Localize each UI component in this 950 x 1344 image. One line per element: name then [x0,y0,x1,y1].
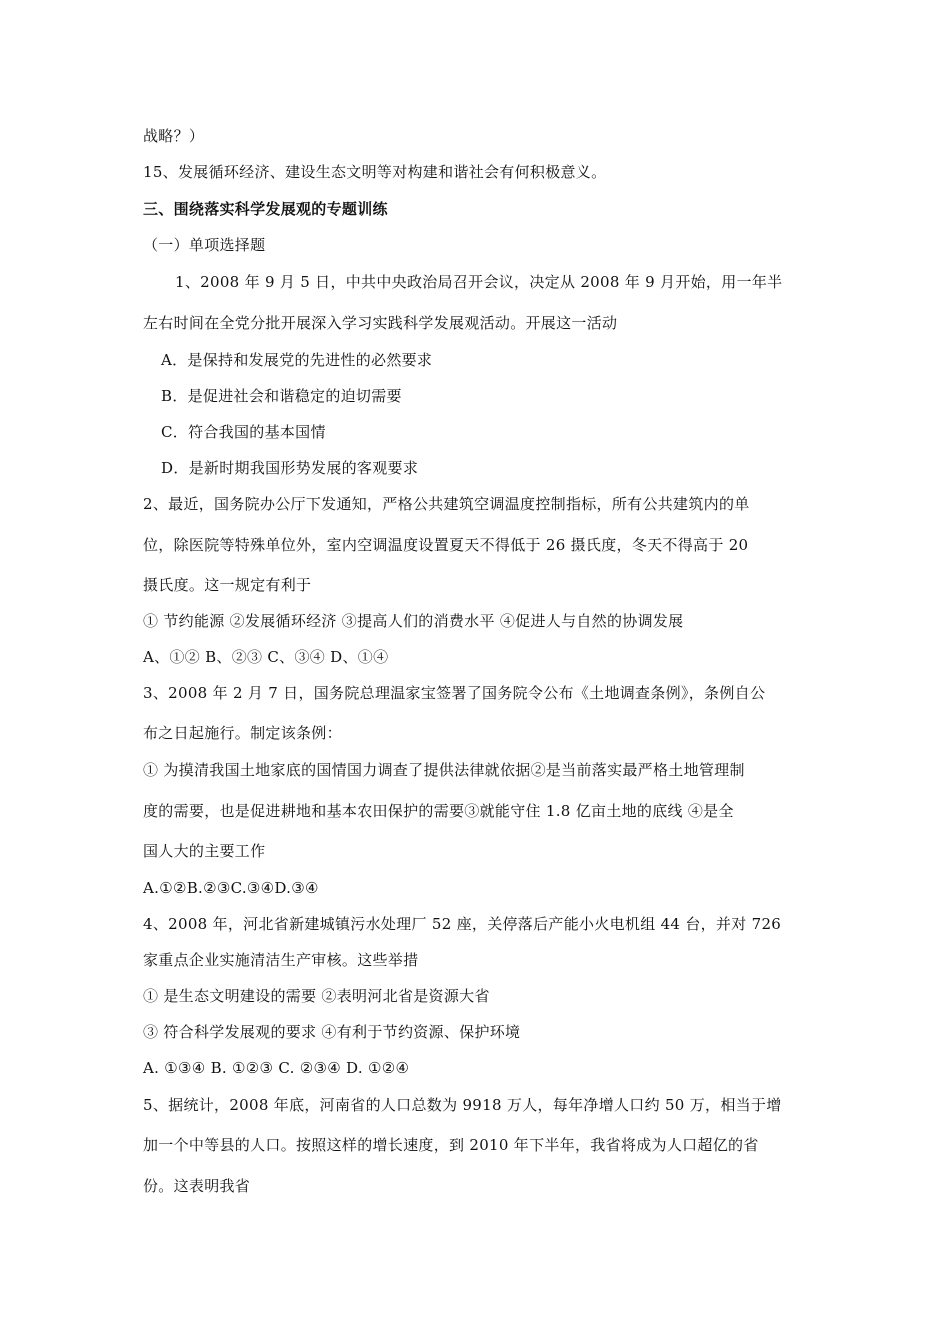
text-line: 加一个中等县的人口。按照这样的增长速度，到 2010 年下半年，我省将成为人口超亿的省 [143,1136,759,1154]
question-5: 5、据统计，2008 年底，河南省的人口总数为 9918 万人，每年净增人口约 50 万，相当于增 [143,1096,782,1114]
question-4: 4、2008 年，河北省新建城镇污水处理厂 52 座，关停落后产能小火电机组 44 台，并对 726 [143,915,782,933]
text-line: 战略？） [143,127,205,145]
text-line: 摄氏度。这一规定有利于 [143,576,312,594]
option-c: C．符合我国的基本国情 [161,423,326,441]
question-15: 15、发展循环经济、建设生态文明等对构建和谐社会有何积极意义。 [143,163,607,181]
text-line: 国人大的主要工作 [143,842,266,860]
statement-list: ① 是生态文明建设的需要 ②表明河北省是资源大省 [143,987,490,1005]
subsection-heading: （一）单项选择题 [143,236,266,254]
text-line: 度的需要，也是促进耕地和基本农田保护的需要③就能守住 1.8 亿亩土地的底线 ④是全 [143,802,734,820]
option-d: D．是新时期我国形势发展的客观要求 [161,459,419,477]
answer-options: A、①② B、②③ C、③④ D、①④ [143,648,389,666]
answer-options: A.①②B.②③C.③④D.③④ [143,879,319,897]
text-line: 份。这表明我省 [143,1177,251,1195]
option-a: A．是保持和发展党的先进性的必然要求 [161,351,433,369]
question-1: 1、2008 年 9 月 5 日，中共中央政治局召开会议，决定从 2008 年 9 月开始，用一年半 [175,273,783,291]
option-b: B．是促进社会和谐稳定的迫切需要 [161,387,402,405]
statement-list: ① 为摸清我国土地家底的国情国力调查了提供法律就依据②是当前落实最严格土地管理制 [143,761,745,779]
statement-list: ① 节约能源 ②发展循环经济 ③提高人们的消费水平 ④促进人与自然的协调发展 [143,612,684,630]
text-line: 左右时间在全党分批开展深入学习实践科学发展观活动。开展这一活动 [143,314,618,332]
text-line: 家重点企业实施清洁生产审核。这些举措 [143,951,419,969]
section-heading: 三、围绕落实科学发展观的专题训练 [143,200,388,218]
text-line: 位，除医院等特殊单位外，室内空调温度设置夏天不得低于 26 摄氏度，冬天不得高于 20 [143,536,749,554]
answer-options: A. ①③④ B. ①②③ C. ②③④ D. ①②④ [143,1059,410,1077]
question-3: 3、2008 年 2 月 7 日，国务院总理温家宝签署了国务院令公布《土地调查条例》，条例自公 [143,684,766,702]
question-2: 2、最近，国务院办公厅下发通知，严格公共建筑空调温度控制指标，所有公共建筑内的单 [143,495,750,513]
text-line: 布之日起施行。制定该条例： [143,724,342,742]
statement-list: ③ 符合科学发展观的要求 ④有利于节约资源、保护环境 [143,1023,521,1041]
